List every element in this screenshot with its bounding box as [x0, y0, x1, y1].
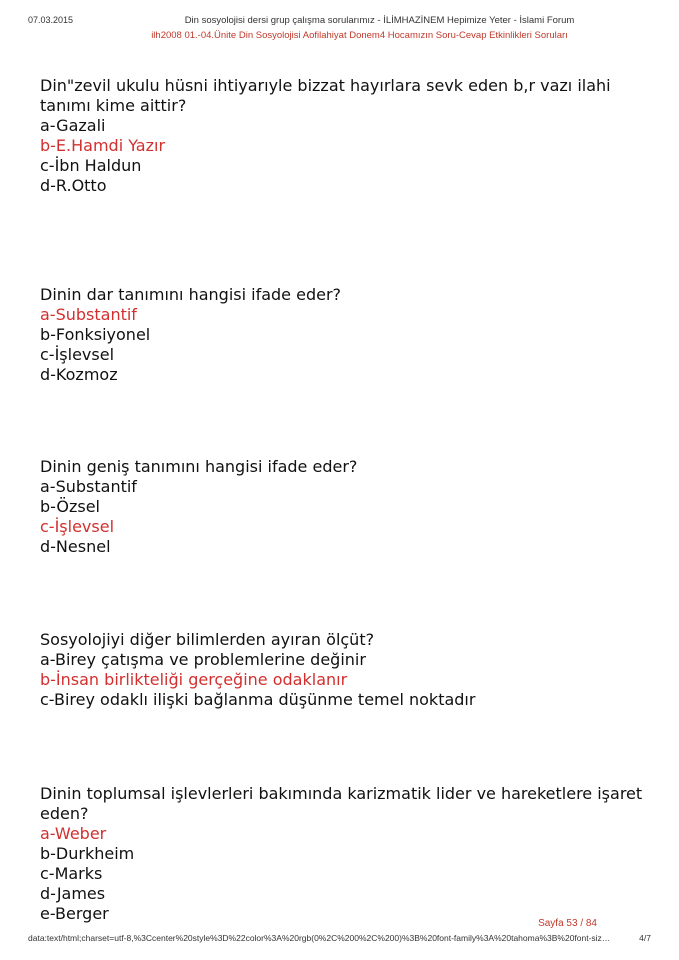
option-b: b-Özsel	[40, 497, 100, 516]
question-text: Sosyolojiyi diğer bilimlerden ayıran ölçüt?	[40, 630, 375, 649]
footer-page-count: 4/7	[639, 933, 651, 943]
page-subtitle: ilh2008 01.-04.Ünite Din Sosyolojisi Aofilahiyat Donem4 Hocamızın Soru-Cevap Etkinlikleri Soruları	[151, 30, 568, 41]
option-c: c-Birey odaklı ilişki bağlanma düşünme temel noktadır	[40, 690, 476, 709]
question-2	[40, 285, 341, 385]
option-a: a-Substantif	[40, 477, 137, 496]
option-a-answer: a-Weber	[40, 824, 107, 843]
option-e: e-Berger	[40, 904, 109, 923]
option-c: c-İbn Haldun	[40, 156, 142, 175]
option-d: d-James	[40, 884, 106, 903]
question-3	[40, 457, 357, 557]
question-text: Dinin geniş tanımını hangisi ifade eder?	[40, 457, 358, 476]
page-title: Din sosyolojisi dersi grup çalışma sorularımız - İLİMHAZİNEM Hepimize Yeter - İslami Forum	[184, 15, 575, 26]
option-a-answer: a-Substantif	[40, 305, 137, 324]
question-1	[40, 76, 660, 196]
question-4	[40, 630, 475, 710]
option-c: c-İşlevsel	[40, 345, 115, 364]
option-d: d-R.Otto	[40, 176, 107, 195]
option-d: d-Nesnel	[40, 537, 111, 556]
footer-url: data:text/html;charset=utf-8,%3Ccenter%20style%3D%22color%3A%20rgb(0%2C%200%2C%200)%3B%20font-family%3A%20tahoma%3B%20font-siz…	[28, 933, 611, 943]
question-text: Dinin toplumsal işlevlerleri bakımında karizmatik lider ve hareketlere işaret eden?	[40, 784, 643, 823]
option-b: b-Durkheim	[40, 844, 135, 863]
option-c-answer: c-İşlevsel	[40, 517, 115, 536]
option-b-answer: b-E.Hamdi Yazır	[40, 136, 166, 155]
option-b: b-Fonksiyonel	[40, 325, 151, 344]
option-a: a-Gazali	[40, 116, 106, 135]
question-text: Dinin dar tanımını hangisi ifade eder?	[40, 285, 342, 304]
question-5	[40, 784, 660, 924]
option-a: a-Birey çatışma ve problemlerine değinir	[40, 650, 366, 669]
page-number-label: Sayfa 53 / 84	[538, 918, 597, 929]
option-d: d-Kozmoz	[40, 365, 118, 384]
print-date: 07.03.2015	[28, 15, 74, 25]
option-b-answer: b-İnsan birlikteliği gerçeğine odaklanır	[40, 670, 348, 689]
question-text: Din"zevil ukulu hüsni ihtiyarıyle bizzat hayırlara sevk eden b,r vazı ilahi tanımı kime aittir?	[40, 76, 611, 115]
option-c: c-Marks	[40, 864, 103, 883]
